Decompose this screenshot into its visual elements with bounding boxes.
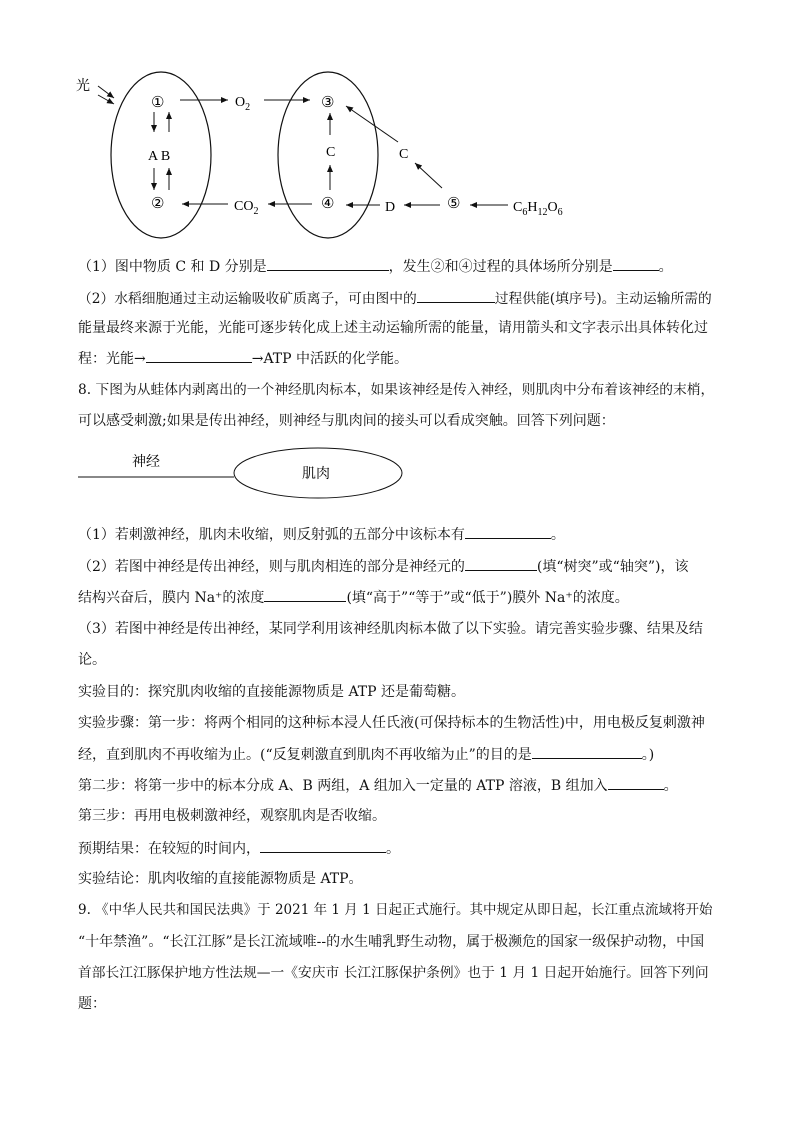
q8-result: 预期结果：在较短的时间内， 。 xyxy=(78,838,718,859)
q8-intro-line1: 8. 下图为从蛙体内剥离出的一个神经肌肉标本，如果该神经是传入神经，则肌肉中分布着该神经的末梢， xyxy=(78,382,715,398)
q7-part1: （1）图中物质 C 和 D 分别是 ，发生②和④过程的具体场所分别是 。 xyxy=(78,256,718,277)
node-1: ① xyxy=(151,95,165,111)
q7-part2-line2: 能量最终来源于光能，光能可逐步转化成上述主动运输所需的能量，请用箭头和文字表示出具体转化过 xyxy=(78,320,708,336)
glucose-label: $C_6H_{12}O_6$ xyxy=(513,200,563,218)
q8-part1: （1）若刺激神经，肌肉未收缩，则反射弧的五部分中该标本有 。 xyxy=(78,524,718,545)
ab-label: A B xyxy=(148,149,171,164)
q8-part2-line2: 结构兴奋后，膜内 Na⁺的浓度 (填“高于”“等于”或“低于”)膜外 Na⁺的浓度。 xyxy=(78,587,718,608)
nerve-muscle-diagram xyxy=(0,442,794,512)
q8-part3-line1: （3）若图中神经是传出神经，某同学利用该神经肌肉标本做了以下实验。请完善实验步骤、结果及结 xyxy=(78,621,703,637)
answer-blank[interactable] xyxy=(608,775,664,790)
q8-aim: 实验目的：探究肌肉收缩的直接能源物质是 ATP 还是葡萄糖。 xyxy=(78,684,466,700)
q8-step1-line1: 实验步骤：第一步：将两个相同的这种标本浸人任氏液(可保持标本的生物活性)中，用电极反复刺激神 xyxy=(78,715,705,731)
c-diag-label: C xyxy=(399,147,409,162)
answer-blank[interactable] xyxy=(465,556,537,571)
muscle-label: 肌肉 xyxy=(302,467,330,482)
q8-part3-line2: 论。 xyxy=(78,652,106,668)
q8-step3: 第三步：再用电极刺激神经，观察肌肉是否收缩。 xyxy=(78,808,386,824)
answer-blank[interactable] xyxy=(465,524,551,539)
node-3: ③ xyxy=(321,95,335,111)
q8-step2: 第二步：将第一步中的标本分成 A、B 两组，A 组加入一定量的 ATP 溶液，B 组加入 。 xyxy=(78,775,718,796)
arrow-5-to-c xyxy=(415,163,442,188)
q9-line2: “十年禁渔”。“长江江豚”是长江流域唯--的水生哺乳野生动物，属于极濒危的国家一级保护动物，中国 xyxy=(78,934,705,950)
q9-line3: 首部长江江豚保护地方性法规—一《安庆市 长江江豚保护条例》也于 1 月 1 日起开始施行。回答下列问 xyxy=(78,965,709,981)
q7-part2-line1: （2）水稻细胞通过主动运输吸收矿质离子，可由图中的 过程供能(填序号)。主动运输所需的 xyxy=(78,288,718,309)
answer-blank[interactable] xyxy=(146,348,252,363)
node-2: ② xyxy=(151,196,165,212)
co2-label: $CO_2$ xyxy=(234,199,259,217)
answer-blank[interactable] xyxy=(264,587,346,602)
answer-blank[interactable] xyxy=(532,744,642,759)
answer-blank[interactable] xyxy=(613,256,659,271)
answer-blank[interactable] xyxy=(267,256,389,271)
q8-step1-line2: 经，直到肌肉不再收缩为止。(“反复刺激直到肌肉不再收缩为止”的目的是 。) xyxy=(78,744,718,765)
q8-conclusion: 实验结论：肌肉收缩的直接能源物质是 ATP。 xyxy=(78,871,363,887)
q9-line4: 题： xyxy=(78,996,106,1012)
q8-part2-line1: （2）若图中神经是传出神经，则与肌肉相连的部分是神经元的 (填“树突”或“轴突”)，该 xyxy=(78,556,718,577)
q9-line1: 9. 《中华人民共和国民法典》于 2021 年 1 月 1 日起正式施行。其中规定从即日起，长江重点流域将开始 xyxy=(78,902,713,918)
metabolism-diagram xyxy=(0,0,794,240)
o2-label: $O_2$ xyxy=(235,95,251,113)
c-mid-label: C xyxy=(326,145,336,160)
answer-blank[interactable] xyxy=(260,838,386,853)
q7-part2-line3: 程：光能→ →ATP 中活跃的化学能。 xyxy=(78,348,718,369)
light-label: 光 xyxy=(76,79,90,94)
node-4: ④ xyxy=(321,196,335,212)
arrow-c-to-3-diag xyxy=(346,106,398,142)
d-label: D xyxy=(385,200,396,215)
q8-intro-line2: 可以感受刺激;如果是传出神经，则神经与肌肉间的接头可以看成突触。回答下列问题： xyxy=(78,413,615,429)
answer-blank[interactable] xyxy=(417,288,495,303)
nerve-label: 神经 xyxy=(132,455,160,470)
node-5: ⑤ xyxy=(447,196,461,212)
